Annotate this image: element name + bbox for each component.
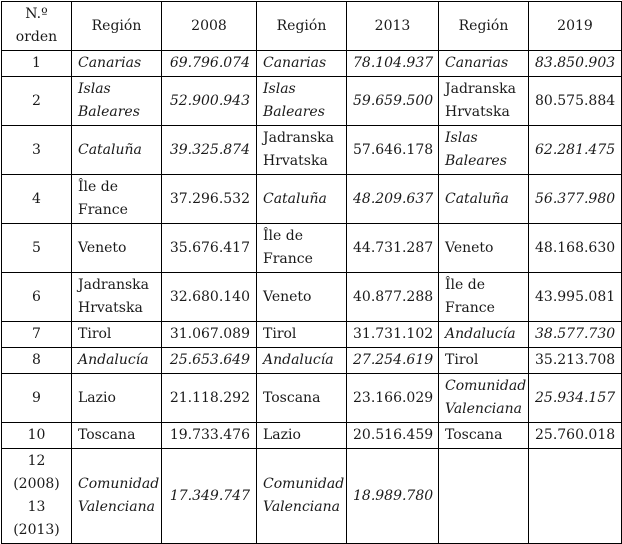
value-2019-cell: 48.168.630	[529, 224, 622, 273]
region-2013-cell: Lazio	[257, 423, 347, 449]
rank-cell: 5	[2, 224, 72, 273]
value-2019-cell: 25.934.157	[529, 374, 622, 423]
header-orden: N.º orden	[2, 2, 72, 51]
header-year-2008: 2008	[162, 2, 257, 51]
table-row	[2, 175, 622, 224]
region-2019-cell: Veneto	[439, 224, 529, 273]
rank-cell: 2	[2, 77, 72, 126]
value-2013-cell: 31.731.102	[347, 322, 439, 348]
region-2008-cell: Lazio	[72, 374, 162, 423]
value-2013-cell: 44.731.287	[347, 224, 439, 273]
region-2019-cell: Cataluña	[439, 175, 529, 224]
region-2019-cell: Île de France	[439, 273, 529, 322]
rank-cell: 7	[2, 322, 72, 348]
rank-cell: 9	[2, 374, 72, 423]
value-2019-cell: 43.995.081	[529, 273, 622, 322]
table-row	[2, 77, 622, 126]
rank-cell: 6	[2, 273, 72, 322]
region-2013-cell: Veneto	[257, 273, 347, 322]
region-2019-cell: Islas Baleares	[439, 126, 529, 175]
value-2013-cell: 20.516.459	[347, 423, 439, 449]
value-2008-cell: 39.325.874	[162, 126, 257, 175]
value-2013-cell: 18.989.780	[347, 449, 439, 544]
region-2008-cell: Tirol	[72, 322, 162, 348]
region-2013-cell: Toscana	[257, 374, 347, 423]
value-2013-cell: 40.877.288	[347, 273, 439, 322]
region-2013-cell: Cataluña	[257, 175, 347, 224]
value-2008-cell: 19.733.476	[162, 423, 257, 449]
table-row	[2, 449, 622, 544]
region-2019-cell: Andalucía	[439, 322, 529, 348]
region-2013-cell: Islas Baleares	[257, 77, 347, 126]
region-2008-cell: Islas Baleares	[72, 77, 162, 126]
value-2008-cell: 69.796.074	[162, 51, 257, 77]
header-year-2013: 2013	[347, 2, 439, 51]
value-2008-cell: 52.900.943	[162, 77, 257, 126]
rank-cell: 8	[2, 348, 72, 374]
rank-cell: 3	[2, 126, 72, 175]
rank-cell: 4	[2, 175, 72, 224]
region-2019-cell	[439, 449, 529, 544]
value-2008-cell: 37.296.532	[162, 175, 257, 224]
value-2013-cell: 78.104.937	[347, 51, 439, 77]
rank-cell: 10	[2, 423, 72, 449]
region-2013-cell: Canarias	[257, 51, 347, 77]
region-2008-cell: Andalucía	[72, 348, 162, 374]
region-2013-cell: Tirol	[257, 322, 347, 348]
region-2013-cell: Île de France	[257, 224, 347, 273]
value-2019-cell	[529, 449, 622, 544]
value-2008-cell: 21.118.292	[162, 374, 257, 423]
rank-cell: 1	[2, 51, 72, 77]
value-2013-cell: 59.659.500	[347, 77, 439, 126]
table-row	[2, 224, 622, 273]
rank-cell: 12 (2008) 13 (2013)	[2, 449, 72, 544]
value-2013-cell: 23.166.029	[347, 374, 439, 423]
table-row	[2, 423, 622, 449]
region-2019-cell: Canarias	[439, 51, 529, 77]
value-2008-cell: 32.680.140	[162, 273, 257, 322]
region-2008-cell: Comunidad Valenciana	[72, 449, 162, 544]
value-2019-cell: 83.850.903	[529, 51, 622, 77]
value-2019-cell: 35.213.708	[529, 348, 622, 374]
value-2008-cell: 35.676.417	[162, 224, 257, 273]
region-2013-cell: Comunidad Valenciana	[257, 449, 347, 544]
table-row	[2, 374, 622, 423]
region-2019-cell: Jadranska Hrvatska	[439, 77, 529, 126]
value-2013-cell: 57.646.178	[347, 126, 439, 175]
header-region-2013: Región	[257, 2, 347, 51]
region-2019-cell: Toscana	[439, 423, 529, 449]
value-2013-cell: 27.254.619	[347, 348, 439, 374]
value-2013-cell: 48.209.637	[347, 175, 439, 224]
region-2008-cell: Toscana	[72, 423, 162, 449]
value-2008-cell: 31.067.089	[162, 322, 257, 348]
region-2008-cell: Jadranska Hrvatska	[72, 273, 162, 322]
value-2019-cell: 62.281.475	[529, 126, 622, 175]
regions-ranking-table	[1, 1, 622, 544]
header-year-2019: 2019	[529, 2, 622, 51]
value-2019-cell: 56.377.980	[529, 175, 622, 224]
value-2008-cell: 25.653.649	[162, 348, 257, 374]
region-2008-cell: Canarias	[72, 51, 162, 77]
header-row	[2, 2, 622, 51]
region-2019-cell: Tirol	[439, 348, 529, 374]
table-row	[2, 126, 622, 175]
header-region-2019: Región	[439, 2, 529, 51]
value-2008-cell: 17.349.747	[162, 449, 257, 544]
region-2013-cell: Jadranska Hrvatska	[257, 126, 347, 175]
header-region-2008: Región	[72, 2, 162, 51]
region-2008-cell: Île de France	[72, 175, 162, 224]
region-2008-cell: Cataluña	[72, 126, 162, 175]
table-row	[2, 322, 622, 348]
value-2019-cell: 38.577.730	[529, 322, 622, 348]
table-row	[2, 348, 622, 374]
table-row	[2, 51, 622, 77]
value-2019-cell: 25.760.018	[529, 423, 622, 449]
region-2008-cell: Veneto	[72, 224, 162, 273]
table-row	[2, 273, 622, 322]
region-2013-cell: Andalucía	[257, 348, 347, 374]
region-2019-cell: Comunidad Valenciana	[439, 374, 529, 423]
value-2019-cell: 80.575.884	[529, 77, 622, 126]
